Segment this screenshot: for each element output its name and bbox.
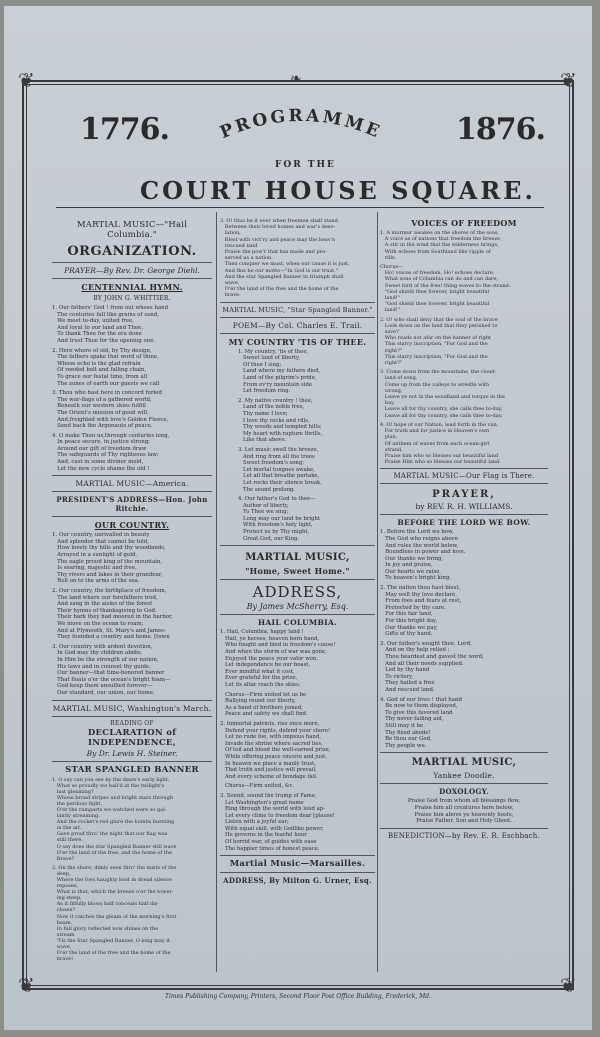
verse: 1. My country, 'tis of thee, Sweet land of liberty, Of thee I sing; Land where my fathers died, Land of the pilgrim's pride, From ev'ry mountain side Let freedom ring. [238, 348, 321, 395]
address-line: ADDRESS, By Milton G. Urner, Esq. [223, 876, 372, 886]
martial-music-item: MARTIAL MUSIC—"Hail Columbia." [76, 220, 188, 240]
verse: 1. Our country, unrivalled in beauty And splendor that cannot be told, How lovely thy hills and thy woodlands, Arrayed in a sunlight of gold. The eagle proud king of the mountain, Is soaring, majestic and free, Thy rivers and lakes in their grandeur, Roll on to the arms of the sea. [52, 532, 166, 585]
hymn-author: BY JOHN G. WHITTIER. [93, 295, 171, 302]
martial-music-item: Martial Music—Marsailles. [229, 859, 366, 870]
corner-ornament-icon: ❦ [18, 973, 35, 997]
chorus: Chorus— Ho! voices of freedom, Ho! echoes declare, What sons of Columbia can do and can dare; Sweet bird of the free! thing waves to the strand: "God shield thee forever, bright beautiful land!" "God shield thee forever, bright beautiful land!" [380, 264, 511, 314]
verse: 3. Sound, sound the trump of Fame, Let Washington's great name Ring through the world with loud ap- Let every clime to freedom dear [plause! Listen with a joyful ear; With equal skill, with Godlike power, He governs in the fearful hour Of horrid war, of guides with ease The happier times of honest peace. [220, 792, 335, 852]
column-right [380, 212, 548, 972]
address-heading: ADDRESS, [252, 583, 343, 602]
programme-arched-title [186, 96, 416, 160]
martial-music-heading: MARTIAL MUSIC, [245, 552, 350, 564]
corner-ornament-icon: ❦ [560, 68, 577, 92]
for-the: FOR THE [275, 160, 336, 170]
top-ornament-icon: ❧ [290, 71, 302, 87]
corner-ornament-icon: ❦ [18, 68, 35, 92]
chorus: Chorus—Firm united let us be Rallying round our liberty, As a band of brothers joined, Peace and safety we shall find. [225, 691, 308, 718]
martial-music-item: MARTIAL MUSIC—America. [75, 479, 189, 489]
voices-title: VOICES OF FREEDOM [411, 218, 517, 228]
chorus: Chorus—Firm united, &c. [220, 783, 295, 790]
verse: 1. O say can you see by the dawn's early light, What so proudly we hail'd at the twilight's last gleaming? Whose broad stripes and bright stars through the perilous fight, O'er the ramparts we watched were so gal- lantly streaming. And the rocket's red glare the bombs bursting in the air, Gave proof thro' the night that our flag was still there. O say does the star Spangled Banner still wave O'er the land of the free, and the home of the Brave? [52, 776, 177, 862]
header-rule [56, 207, 544, 208]
column-divider [216, 212, 217, 972]
poem-line: POEM—By Col. Charles E. Trail. [232, 320, 363, 330]
declaration-heading: DECLARATION of INDEPENDENCE, [87, 727, 177, 748]
prayer-heading: PRAYER, [432, 489, 496, 501]
verse: 2. O! who shall deny that the soul of the brave Look down on the land that they perished to save? Who reads not afar on the banner of right This starry inscription, "For God and the right?" This starry inscription, "For God and the right?" [380, 316, 498, 367]
column-divider [377, 212, 378, 972]
verse: 3. Our country with ardent devotion, In God may thy children abide; In Him be the strength of our nation, His laws and in counsel thy guide, Our banner—that time-honored banner That floats o'er the ocean's bright foam— God keep them unsullied forever— Our standard, our union, our home. [52, 643, 171, 696]
column-left [52, 212, 212, 972]
verse: 1. Before the Lord we bow, The God who reigns above And rules the world below, Boundless in power and love. Our thanks we bring, In joy and praise, Our hearts we raise, To heaven's bright king. [380, 529, 466, 582]
verse: 2. Our country, the birthplace of freedom, The land where our forefathers trod, And sang in the aisles of the forest Their hymns of thanksgiving to God. Their bark they had moored in the harbor, We move on the ocean to roam; And at Plymouth, St. Mary's and James- They founded a country and home. [town [52, 588, 173, 641]
verse: 4. God of our lives ! that hand Be now to them displayed, To give this favored land Thy never-failing aid, Still may it be Thy fixed abode! Be thou our God, Thy people we. [380, 696, 462, 749]
martial-music-song: Yankee Doodle. [433, 771, 495, 781]
hymn-title: CENTENNIAL HYMN. [81, 282, 183, 292]
star-spangled-title: STAR SPANGLED BANNER [65, 764, 199, 775]
presidents-address: PRESIDENT'S ADDRESS—Hon. John Ritchie. [56, 495, 208, 514]
verse: 3. Thou who hast here in concord furled The war-flags of a gathered world, Beneath our western skies fulfill The Orient's mission of good will, And,freighted with love's Golden Fleece, Send back the Argonauts of peace. [52, 390, 169, 430]
martial-music-item: MARTIAL MUSIC, Washington's March. [52, 703, 212, 713]
verse: 2. The nation thou hast blest, May well thy love declare, From foes and fears at rest, Protected by thy care. For this fair land, For this bright day, Our thanks we pay, Gifts of thy hand. [380, 585, 462, 638]
reading-label: READING OF [110, 719, 154, 727]
verse: 3. O! thus be it ever when freemen shall stand, Between their loved homes and war's deso- lation, Blest with vict'ry and peace may the heav'n rescued land Praise the pow'r that has made and pre- served us a nation. Then conquer we must, when our cause it is just, And this be our motto—"In God is our trust," And the star Spangled Banner in triumph shall wave, O'er the land of the free and the home of the brave. [220, 218, 350, 299]
martial-music-song: "Home, Sweet Home." [245, 566, 350, 577]
doxology-text: Praise God from whom all blessings flow, Praise him all creatures here below, Praise him above ye heavenly hosts, Praise Father, Son and Holy Ghost. [407, 798, 521, 825]
verse: 3. Our father's sought thee, Lord, And on thy help relied ; Thou heardest and gavest the word, And all their needs supplied. Led by thy hand To victory, They hailed a free And rescued land. [380, 640, 484, 693]
our-country-title: OUR COUNTRY. [94, 520, 170, 531]
verse: 1. Our fathers' God ! from out whose hand The centuries fall like grains of sand, We meet to-day, united free, And loyal to our land and Thee, To thank Thee for the era done And trust Thee for the opening one. [52, 305, 169, 344]
verse: 4. O make Thou us,through centuries long, In peace secure, in justice strong; Around our gift of freedom draw The safeguards of Thy righteous law; And, cast in some diviner mold, Let the new cycle shame the old ! [52, 432, 170, 472]
martial-music-item: MARTIAL MUSIC, "Star Spangled Banner." [222, 305, 373, 314]
declaration-byline: By Dr. Lewis H. Steiner. [86, 748, 178, 758]
verse: 4. Our father's God to thee— Author of liberty, To Thee we sing; Long may our land be bright With freedom's holy light, Protect us by Thy might, Great God, our King. [238, 496, 321, 542]
printer-footer: Times Publishing Company, Printers, Second Floor Post Office Building, Frederick, Md. [164, 993, 432, 1000]
verse: 2. On the shore, dimly seen thro' the mists of the deep, Where the foes haughty host in dread silence reposes, What is that, which the breeze o'er the tower- ing steep, As it fitfully blows half conceals half dis- closes? Now it catches the gleam of the morning's first beam, In full glory reflected now shines on the stream 'Tis the Star Spangled Banner, O long may it wave, O'er the land of the free and the home of the brave! [52, 864, 177, 963]
page-title: COURT HOUSE SQUARE. [140, 176, 536, 205]
year-right: 1876. [456, 112, 545, 147]
martial-music-heading: MARTIAL MUSIC, [411, 757, 517, 769]
verse: 1. A murmur awakes on the shores of the seas, A voice as of nations that freedom the breeze, A stir in the wind that the wilderness brings, With echoes from Southland like ripple of rills. [380, 230, 502, 261]
prayer-byline: by REV. R. H. WILLIAMS. [415, 502, 513, 512]
my-country-title: MY COUNTRY 'TIS OF THEE. [228, 336, 367, 347]
organization-heading: ORGANIZATION. [67, 244, 197, 259]
corner-ornament-icon: ❦ [560, 973, 577, 997]
programme-title: PROGRAMME [217, 105, 385, 144]
prayer-line: PRAYER—By Rev. Dr. George Diehl. [64, 266, 200, 275]
column-center [220, 212, 375, 972]
benediction-line: BENEDICTION—by Rev. E. R. Eschbach. [388, 831, 540, 840]
martial-music-item: MARTIAL MUSIC—Our Flag is There. [393, 472, 535, 481]
verse: 2. Immortal patriots, rise once more, Defend your rights, defend your shore! Let no rude foe, with impious hand, Invade the shrine where sacred lies, Of toil and blood the well-earned prize, While offering peace sincere and just, In heaven we place a manly trust, That truth and justice will prevail, And every scheme of bondage fail. [220, 720, 331, 780]
hail-columbia-title: HAIL COLUMBIA. [258, 618, 337, 628]
verse: 1. Hail, Columbia, happy land ! Hail, ye heroes, heaven born band, Who fought and bled in freedom's cause! And when the storm of war was gone, Enjoyed the peace your valor won. Let independence be our boast, Ever mindful what it cost, Ever grateful for the prize, Let its altar reach the skies. [220, 629, 336, 689]
address-byline: By James McSherry, Esq. [246, 602, 349, 612]
verse: 3. Come down from the mountains, the cloud- land of song, Come up from the valleys to wrestle with wrong, Leave ye not in the woodland and torque in the bay, Leave all for thy country, she calls thee to-day, Leave all for thy country, she calls thee to-day. [380, 369, 505, 419]
year-left: 1776. [80, 112, 169, 147]
verse: 4. O! hope of our Nation, lead forth in the van, For truth and for justice in Heaven's own plan, Of anthem of waves from each ocean-girt strand, Praise him who so blesses our beautiful land Praise Him who so blesses our beautiful land. [380, 421, 501, 466]
verse: 3. Let music swell the breeze, And ring from all the trees Sweet freedom's song; Let mortal tongues awake, Let all that breathe partake, Let rocks their silence break, The sound prolong. [238, 446, 322, 493]
verse: 2. My native country ! thee, Land of the noble free, Thy name I love; I love thy rocks and rills, Thy woods and templed hills; My heart with rapture thrills, Like that above. [238, 397, 323, 444]
svg-text:PROGRAMME [217, 106, 385, 143]
verse: 2. Here where of old, by Thy design, The fathers spake that word of thine, Whose echo is the glad refrain Of rended bolt and falling chain, To grace our festal time, from all The zones of earth our guests we call [52, 347, 160, 387]
doxology-title: DOXOLOGY. [439, 787, 489, 797]
before-the-lord-title: BEFORE THE LORD WE BOW. [397, 518, 531, 528]
